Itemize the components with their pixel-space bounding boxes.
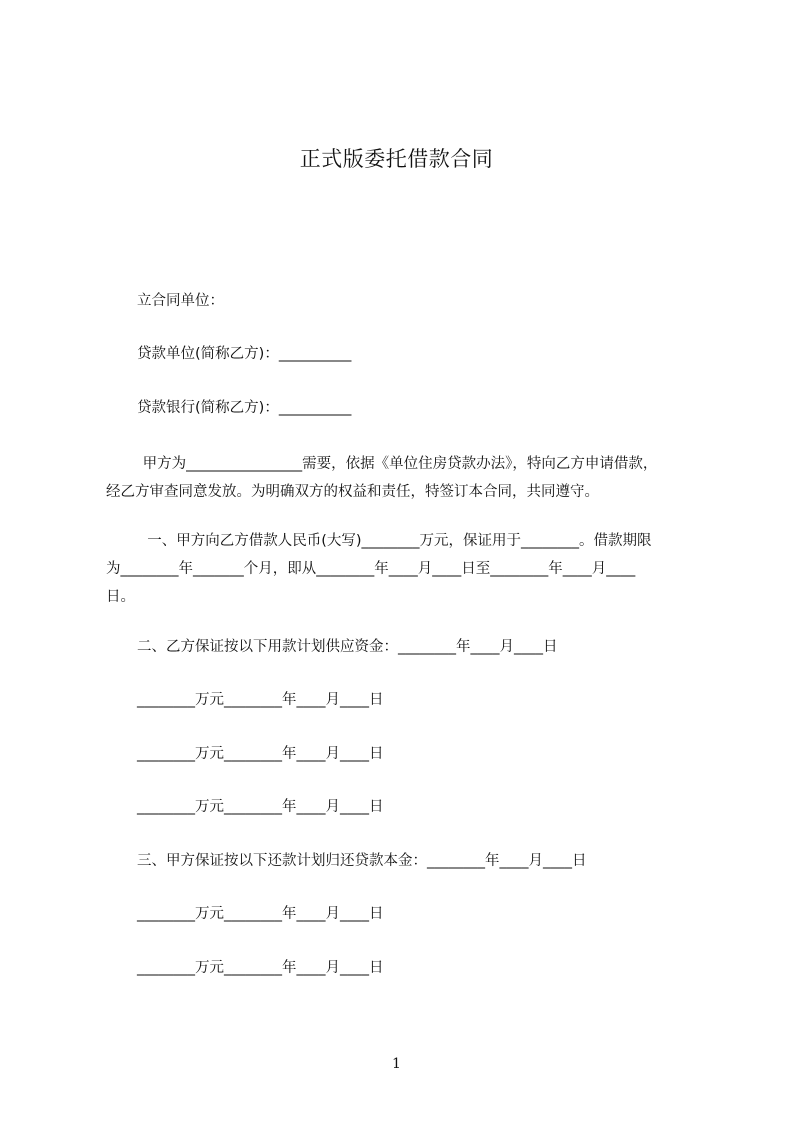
borrower-unit-line: 贷款单位(简称乙方)：__________ bbox=[137, 346, 352, 362]
clause-3-row-2: ________万元________年____月____日 bbox=[137, 960, 384, 976]
clause-3-heading: 三、甲方保证按以下还款计划归还贷款本金：________年____月____日 bbox=[137, 853, 587, 869]
clause-1-line-1: 一、甲方向乙方借款人民币(大写)________万元，保证用于________。借款期限 bbox=[138, 533, 652, 549]
clause-2-row-3: ________万元________年____月____日 bbox=[137, 799, 384, 815]
lender-bank-line: 贷款银行(简称乙方)：__________ bbox=[137, 400, 352, 416]
page-number: 1 bbox=[392, 1056, 401, 1072]
clause-1-line-2: 为________年_______个月，即从________年____月____日至________年____月____ bbox=[106, 561, 636, 577]
clause-2-row-1: ________万元________年____月____日 bbox=[137, 692, 384, 708]
clause-2-heading: 二、乙方保证按以下用款计划供应资金：________年____月____日 bbox=[137, 639, 558, 655]
clause-3-row-1: ________万元________年____月____日 bbox=[137, 906, 384, 922]
purpose-line-2: 经乙方审查同意发放。为明确双方的权益和责任，特签订本合同，共同遵守。 bbox=[106, 484, 599, 500]
purpose-line-1: 甲方为________________需要，依据《单位住房贷款办法》，特向乙方申请借款， bbox=[138, 456, 658, 472]
clause-2-row-2: ________万元________年____月____日 bbox=[137, 746, 384, 762]
clause-1-line-3: 日。 bbox=[106, 589, 135, 605]
clause-1-paragraph bbox=[106, 527, 702, 611]
purpose-paragraph bbox=[106, 450, 702, 506]
document-title: 正式版委托借款合同 bbox=[299, 147, 494, 171]
parties-heading: 立合同单位： bbox=[137, 293, 224, 309]
